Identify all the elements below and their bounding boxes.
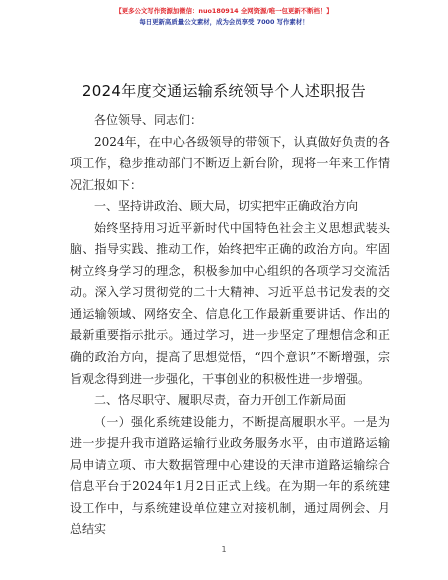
section-2-paragraph: （一）强化系统建设能力，不断提高履职水平。一是为进一步提升我市道路运输行业政务服务水平，由市道路运输局申请立项、市大数据管理中心建设的天津市道路运输综合信息平台于2024年1月2日正式上线。在为期一年的系统建设工作中，与系统建设单位建立对接机制，通过周例会、月总结实 (70, 414, 390, 537)
section-heading-1: 一、坚持讲政治、顾大局，切实把牢正确政治方向 (94, 199, 359, 214)
salutation: 各位领导、同志们： (94, 113, 203, 127)
promo-banner-line-1: 【更多公文写作资源加微信：nuo180914 全网资源/唯一包更新不断档！】 (115, 7, 333, 15)
document-title: 2024年度交通运输系统领导个人述职报告 (81, 82, 367, 100)
section-heading-2: 二、恪尽职守、履职尽责，奋力开创工作新局面 (94, 393, 347, 408)
document-body (70, 110, 390, 541)
promo-banner (0, 6, 448, 28)
section-1-paragraph: 始终坚持用习近平新时代中国特色社会主义思想武装头脑、指导实践、推动工作，始终把牢正确的政治方向。牢固树立终身学习的理念，积极参加中心组织的各项学习交流活动。深入学习贯彻党的二十大精神、习近平总书记发表的交通运输领域、网络安全、信息化工作最新重要讲话、作出的最新重要指示批示。通过学习，进一步坚定了理想信念和正确的政治方向，提高了思想觉悟，“四个意识”不断增强，宗旨观念得到进一步强化，干事创业的积极性进一步增强。 (70, 220, 390, 386)
intro-paragraph: 2024年，在中心各级领导的带领下，认真做好负责的各项工作，稳步推动部门不断迈上新台阶，现将一年来工作情况汇报如下： (70, 134, 390, 192)
page-number: 1 (221, 545, 227, 554)
promo-banner-line-2: 每日更新高质量公文素材，成为会员享受 7000 写作素材！ (139, 18, 309, 26)
